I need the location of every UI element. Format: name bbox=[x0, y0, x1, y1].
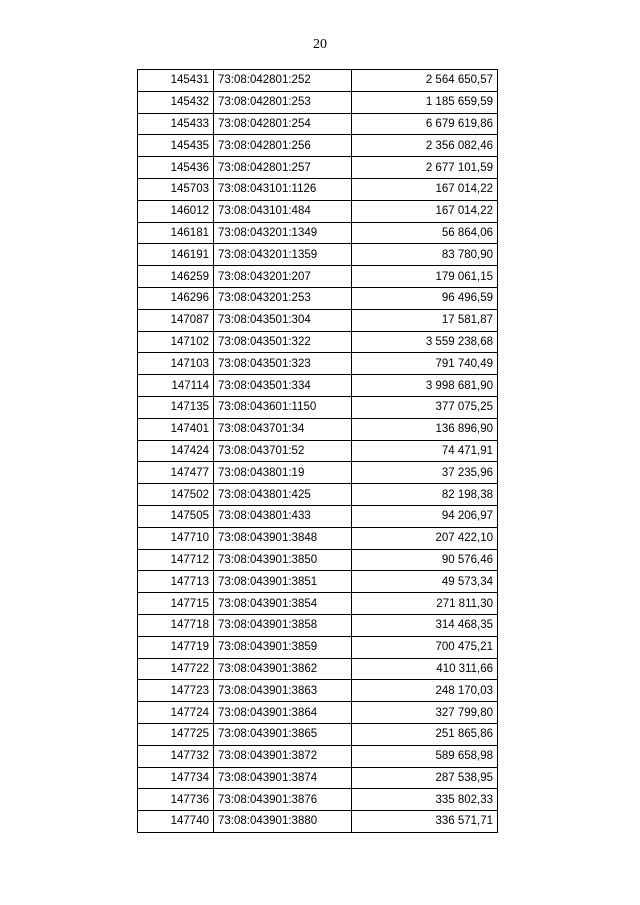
cadastral-value-cell: 336 571,71 bbox=[352, 811, 498, 833]
row-id-cell: 147722 bbox=[138, 658, 214, 680]
row-id-cell: 146191 bbox=[138, 244, 214, 266]
cadastral-value-cell: 6 679 619,86 bbox=[352, 113, 498, 135]
row-id-cell: 146181 bbox=[138, 222, 214, 244]
cadastral-number-cell: 73:08:042801:257 bbox=[214, 157, 352, 179]
table-row bbox=[138, 353, 498, 375]
cadastral-number-cell: 73:08:042801:254 bbox=[214, 113, 352, 135]
row-id-cell: 145435 bbox=[138, 135, 214, 157]
cadastral-number-cell: 73:08:043201:1359 bbox=[214, 244, 352, 266]
row-id-cell: 147114 bbox=[138, 375, 214, 397]
table-row bbox=[138, 549, 498, 571]
table-row bbox=[138, 418, 498, 440]
cadastral-value-cell: 589 658,98 bbox=[352, 745, 498, 767]
table-row bbox=[138, 811, 498, 833]
table-row bbox=[138, 222, 498, 244]
row-id-cell: 147718 bbox=[138, 614, 214, 636]
table-row bbox=[138, 91, 498, 113]
cadastral-value-cell: 179 061,15 bbox=[352, 266, 498, 288]
row-id-cell: 147713 bbox=[138, 571, 214, 593]
table-row bbox=[138, 178, 498, 200]
cadastral-value-cell: 49 573,34 bbox=[352, 571, 498, 593]
table-row bbox=[138, 331, 498, 353]
table-row bbox=[138, 789, 498, 811]
cadastral-value-cell: 56 864,06 bbox=[352, 222, 498, 244]
row-id-cell: 147732 bbox=[138, 745, 214, 767]
cadastral-value-cell: 94 206,97 bbox=[352, 505, 498, 527]
row-id-cell: 147710 bbox=[138, 527, 214, 549]
cadastral-value-cell: 314 468,35 bbox=[352, 614, 498, 636]
table-row bbox=[138, 571, 498, 593]
row-id-cell: 147719 bbox=[138, 636, 214, 658]
table-row bbox=[138, 745, 498, 767]
row-id-cell: 147715 bbox=[138, 593, 214, 615]
row-id-cell: 146296 bbox=[138, 287, 214, 309]
row-id-cell: 147401 bbox=[138, 418, 214, 440]
row-id-cell: 147740 bbox=[138, 811, 214, 833]
cadastral-value-cell: 74 471,91 bbox=[352, 440, 498, 462]
table-row bbox=[138, 462, 498, 484]
cadastral-number-cell: 73:08:043901:3848 bbox=[214, 527, 352, 549]
cadastral-number-cell: 73:08:043901:3865 bbox=[214, 723, 352, 745]
table-row bbox=[138, 287, 498, 309]
row-id-cell: 145432 bbox=[138, 91, 214, 113]
row-id-cell: 145431 bbox=[138, 70, 214, 92]
table-row bbox=[138, 767, 498, 789]
table-row bbox=[138, 723, 498, 745]
row-id-cell: 147103 bbox=[138, 353, 214, 375]
cadastral-number-cell: 73:08:043901:3872 bbox=[214, 745, 352, 767]
table-row bbox=[138, 396, 498, 418]
cadastral-number-cell: 73:08:043701:52 bbox=[214, 440, 352, 462]
cadastral-value-cell: 82 198,38 bbox=[352, 484, 498, 506]
cadastral-value-cell: 3 559 238,68 bbox=[352, 331, 498, 353]
cadastral-value-cell: 327 799,80 bbox=[352, 702, 498, 724]
table-row bbox=[138, 484, 498, 506]
row-id-cell: 147087 bbox=[138, 309, 214, 331]
cadastral-number-cell: 73:08:042801:253 bbox=[214, 91, 352, 113]
table-row bbox=[138, 505, 498, 527]
cadastral-number-cell: 73:08:042801:256 bbox=[214, 135, 352, 157]
cadastral-value-cell: 17 581,87 bbox=[352, 309, 498, 331]
cadastral-value-cell: 287 538,95 bbox=[352, 767, 498, 789]
table-row bbox=[138, 70, 498, 92]
cadastral-number-cell: 73:08:043101:1126 bbox=[214, 178, 352, 200]
cadastral-number-cell: 73:08:043901:3859 bbox=[214, 636, 352, 658]
cadastral-number-cell: 73:08:043501:323 bbox=[214, 353, 352, 375]
table-row bbox=[138, 200, 498, 222]
cadastral-number-cell: 73:08:043901:3876 bbox=[214, 789, 352, 811]
row-id-cell: 147477 bbox=[138, 462, 214, 484]
cadastral-number-cell: 73:08:043901:3858 bbox=[214, 614, 352, 636]
table-row bbox=[138, 658, 498, 680]
cadastral-number-cell: 73:08:043501:304 bbox=[214, 309, 352, 331]
row-id-cell: 147424 bbox=[138, 440, 214, 462]
table-row bbox=[138, 375, 498, 397]
table-row bbox=[138, 266, 498, 288]
row-id-cell: 147734 bbox=[138, 767, 214, 789]
cadastral-value-cell: 791 740,49 bbox=[352, 353, 498, 375]
table-row bbox=[138, 157, 498, 179]
cadastral-number-cell: 73:08:043901:3863 bbox=[214, 680, 352, 702]
cadastral-value-table bbox=[137, 69, 498, 833]
table-row bbox=[138, 309, 498, 331]
row-id-cell: 147736 bbox=[138, 789, 214, 811]
cadastral-number-cell: 73:08:043901:3862 bbox=[214, 658, 352, 680]
row-id-cell: 145436 bbox=[138, 157, 214, 179]
cadastral-value-cell: 271 811,30 bbox=[352, 593, 498, 615]
table-row bbox=[138, 244, 498, 266]
cadastral-number-cell: 73:08:043501:322 bbox=[214, 331, 352, 353]
cadastral-number-cell: 73:08:043801:433 bbox=[214, 505, 352, 527]
table-row bbox=[138, 113, 498, 135]
row-id-cell: 145703 bbox=[138, 178, 214, 200]
row-id-cell: 147723 bbox=[138, 680, 214, 702]
row-id-cell: 147712 bbox=[138, 549, 214, 571]
cadastral-number-cell: 73:08:043201:253 bbox=[214, 287, 352, 309]
page-number: 20 bbox=[313, 37, 327, 52]
row-id-cell: 145433 bbox=[138, 113, 214, 135]
cadastral-number-cell: 73:08:043201:207 bbox=[214, 266, 352, 288]
cadastral-value-cell: 335 802,33 bbox=[352, 789, 498, 811]
cadastral-number-cell: 73:08:042801:252 bbox=[214, 70, 352, 92]
cadastral-value-cell: 37 235,96 bbox=[352, 462, 498, 484]
cadastral-number-cell: 73:08:043901:3851 bbox=[214, 571, 352, 593]
cadastral-value-cell: 83 780,90 bbox=[352, 244, 498, 266]
cadastral-number-cell: 73:08:043701:34 bbox=[214, 418, 352, 440]
cadastral-value-cell: 2 564 650,57 bbox=[352, 70, 498, 92]
cadastral-value-cell: 2 677 101,59 bbox=[352, 157, 498, 179]
cadastral-number-cell: 73:08:043801:425 bbox=[214, 484, 352, 506]
cadastral-value-cell: 251 865,86 bbox=[352, 723, 498, 745]
row-id-cell: 147502 bbox=[138, 484, 214, 506]
cadastral-number-cell: 73:08:043201:1349 bbox=[214, 222, 352, 244]
cadastral-number-cell: 73:08:043901:3880 bbox=[214, 811, 352, 833]
row-id-cell: 147724 bbox=[138, 702, 214, 724]
cadastral-value-cell: 2 356 082,46 bbox=[352, 135, 498, 157]
cadastral-value-cell: 167 014,22 bbox=[352, 200, 498, 222]
cadastral-value-cell: 700 475,21 bbox=[352, 636, 498, 658]
table-row bbox=[138, 680, 498, 702]
cadastral-value-cell: 1 185 659,59 bbox=[352, 91, 498, 113]
cadastral-value-cell: 96 496,59 bbox=[352, 287, 498, 309]
cadastral-number-cell: 73:08:043901:3854 bbox=[214, 593, 352, 615]
row-id-cell: 147135 bbox=[138, 396, 214, 418]
cadastral-number-cell: 73:08:043801:19 bbox=[214, 462, 352, 484]
cadastral-value-cell: 377 075,25 bbox=[352, 396, 498, 418]
row-id-cell: 147102 bbox=[138, 331, 214, 353]
cadastral-value-cell: 90 576,46 bbox=[352, 549, 498, 571]
cadastral-value-cell: 3 998 681,90 bbox=[352, 375, 498, 397]
table-row bbox=[138, 614, 498, 636]
row-id-cell: 146012 bbox=[138, 200, 214, 222]
table-row bbox=[138, 440, 498, 462]
table-row bbox=[138, 593, 498, 615]
table-row bbox=[138, 527, 498, 549]
cadastral-number-cell: 73:08:043901:3874 bbox=[214, 767, 352, 789]
row-id-cell: 147505 bbox=[138, 505, 214, 527]
cadastral-value-cell: 248 170,03 bbox=[352, 680, 498, 702]
cadastral-number-cell: 73:08:043901:3864 bbox=[214, 702, 352, 724]
row-id-cell: 146259 bbox=[138, 266, 214, 288]
cadastral-value-cell: 410 311,66 bbox=[352, 658, 498, 680]
row-id-cell: 147725 bbox=[138, 723, 214, 745]
cadastral-value-cell: 167 014,22 bbox=[352, 178, 498, 200]
cadastral-value-cell: 136 896,90 bbox=[352, 418, 498, 440]
table-row bbox=[138, 135, 498, 157]
table-body bbox=[138, 70, 498, 833]
cadastral-number-cell: 73:08:043501:334 bbox=[214, 375, 352, 397]
cadastral-number-cell: 73:08:043901:3850 bbox=[214, 549, 352, 571]
table-row bbox=[138, 636, 498, 658]
cadastral-value-cell: 207 422,10 bbox=[352, 527, 498, 549]
cadastral-number-cell: 73:08:043601:1150 bbox=[214, 396, 352, 418]
cadastral-number-cell: 73:08:043101:484 bbox=[214, 200, 352, 222]
table-row bbox=[138, 702, 498, 724]
